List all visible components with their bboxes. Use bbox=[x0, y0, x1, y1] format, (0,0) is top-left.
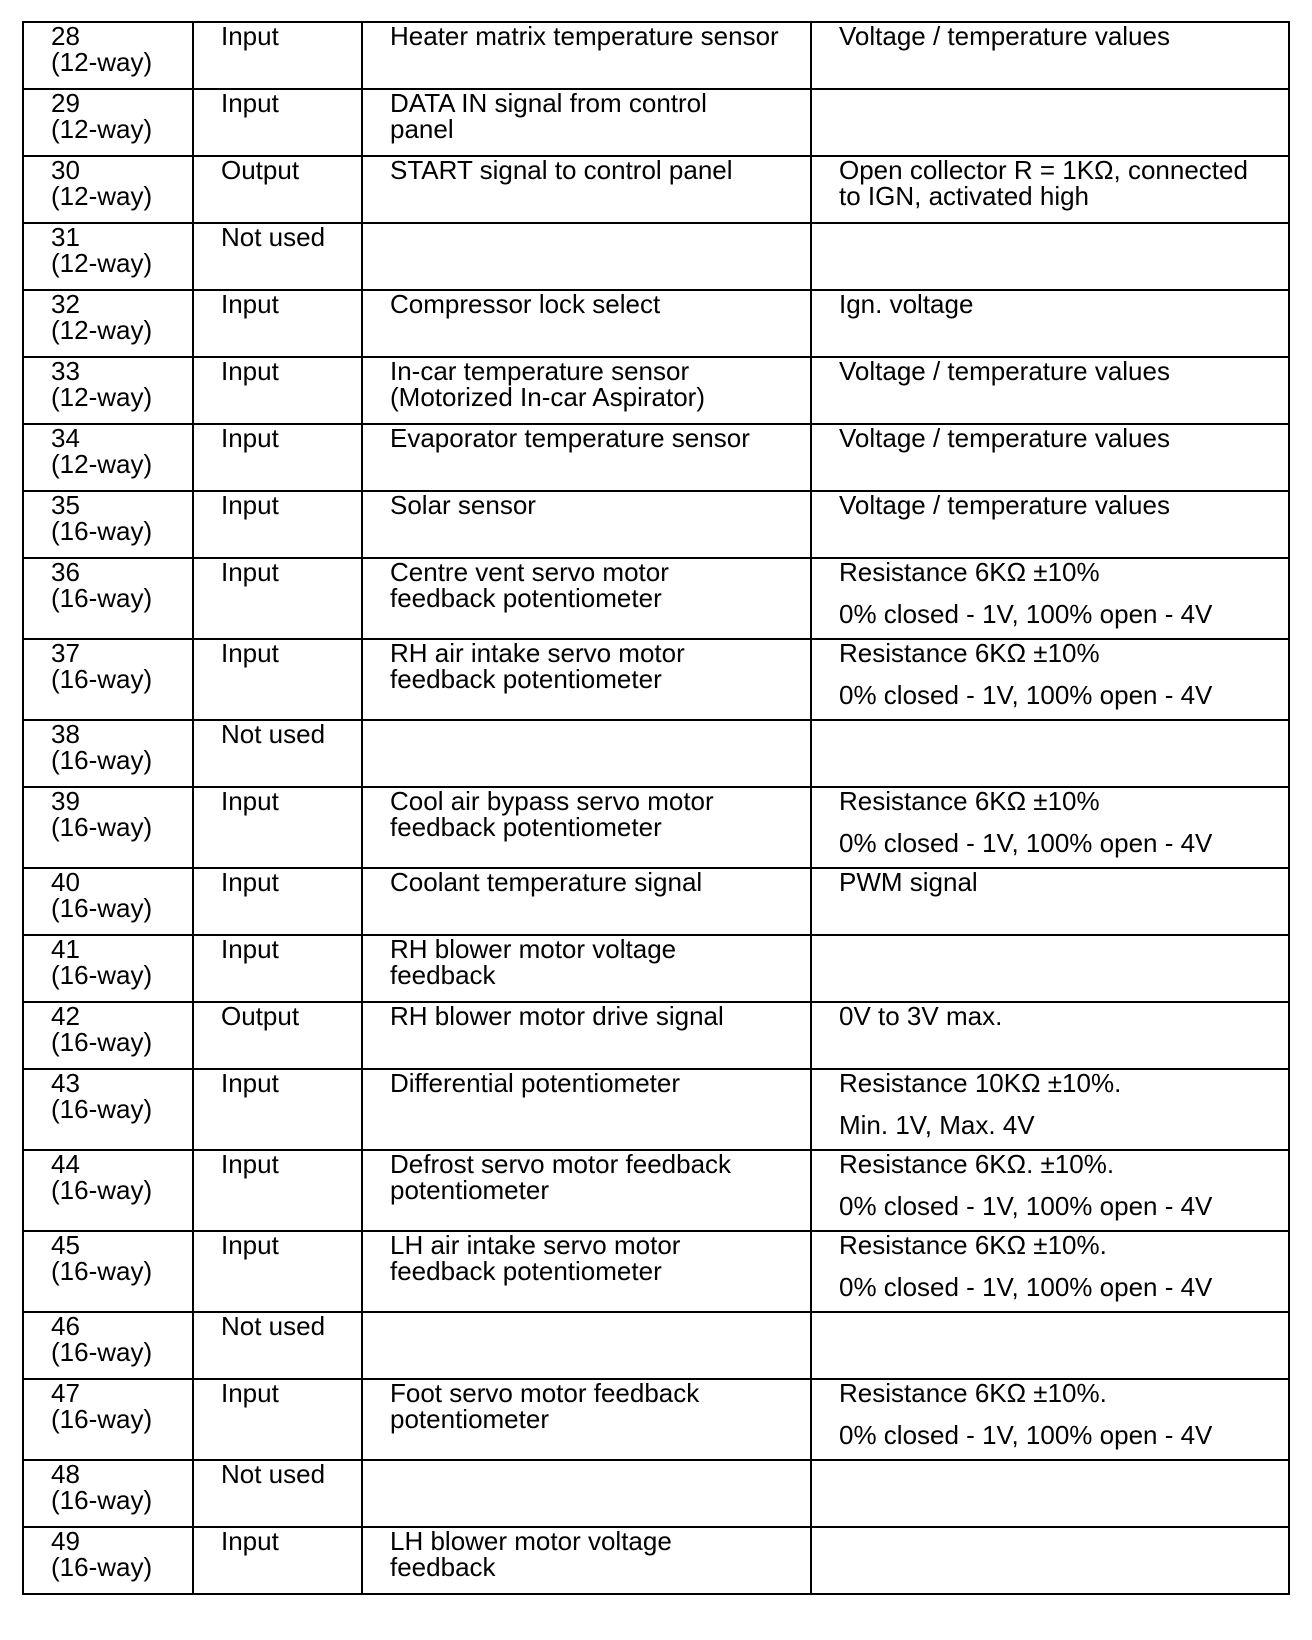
description-line: Centre vent servo motor bbox=[390, 558, 669, 587]
description-line: Defrost servo motor feedback bbox=[390, 1150, 732, 1179]
pin-number: 48 bbox=[51, 1460, 80, 1489]
pin-cell bbox=[23, 156, 193, 223]
description-line: Coolant temperature signal bbox=[390, 868, 703, 897]
table-row bbox=[23, 1312, 1289, 1379]
value-cell bbox=[811, 223, 1289, 290]
table-row bbox=[23, 935, 1289, 1002]
table-row bbox=[23, 290, 1289, 357]
value-line: Voltage / temperature values bbox=[839, 22, 1170, 51]
pin-number: 31 bbox=[51, 223, 80, 252]
description-line: DATA IN signal from control bbox=[390, 89, 707, 118]
description-cell bbox=[362, 720, 811, 787]
pin-number: 43 bbox=[51, 1069, 80, 1098]
table-row bbox=[23, 1150, 1289, 1231]
description-cell bbox=[362, 290, 811, 357]
description-cell bbox=[362, 1069, 811, 1150]
signal-type: Input bbox=[221, 787, 279, 816]
pin-number: 29 bbox=[51, 89, 80, 118]
pin-number: 47 bbox=[51, 1379, 80, 1408]
value-cell bbox=[811, 491, 1289, 558]
signal-type: Input bbox=[221, 424, 279, 453]
pin-cell bbox=[23, 223, 193, 290]
signal-type-cell bbox=[193, 491, 362, 558]
pin-cell bbox=[23, 290, 193, 357]
pin-cell bbox=[23, 558, 193, 639]
value-line: Ign. voltage bbox=[839, 290, 974, 319]
value-cell bbox=[811, 89, 1289, 156]
signal-type-cell bbox=[193, 1312, 362, 1379]
description-cell bbox=[362, 357, 811, 424]
description-cell bbox=[362, 1231, 811, 1312]
pin-number: 44 bbox=[51, 1150, 80, 1179]
description-cell bbox=[362, 935, 811, 1002]
description-cell bbox=[362, 639, 811, 720]
pin-cell bbox=[23, 935, 193, 1002]
value-line: 0% closed - 1V, 100% open - 4V bbox=[839, 828, 1213, 858]
connector-type: (16-way) bbox=[51, 1094, 153, 1124]
description-cell bbox=[362, 868, 811, 935]
value-cell bbox=[811, 720, 1289, 787]
pin-cell bbox=[23, 1527, 193, 1594]
value-cell bbox=[811, 22, 1289, 89]
pin-cell bbox=[23, 1002, 193, 1069]
description-line: Heater matrix temperature sensor bbox=[390, 22, 779, 51]
value-cell bbox=[811, 868, 1289, 935]
pin-number: 40 bbox=[51, 868, 80, 897]
description-line: Foot servo motor feedback bbox=[390, 1379, 700, 1408]
description-line: feedback bbox=[390, 1552, 496, 1582]
table-row bbox=[23, 639, 1289, 720]
value-line: 0% closed - 1V, 100% open - 4V bbox=[839, 1191, 1213, 1221]
value-cell bbox=[811, 935, 1289, 1002]
signal-type-cell bbox=[193, 639, 362, 720]
value-cell bbox=[811, 1002, 1289, 1069]
pin-cell bbox=[23, 1312, 193, 1379]
value-line: Open collector R = 1KΩ, connected bbox=[839, 156, 1248, 185]
signal-type: Output bbox=[221, 1002, 300, 1031]
value-line: Voltage / temperature values bbox=[839, 424, 1170, 453]
pin-cell bbox=[23, 639, 193, 720]
value-line: 0% closed - 1V, 100% open - 4V bbox=[839, 1420, 1213, 1450]
description-cell bbox=[362, 1312, 811, 1379]
connector-type: (12-way) bbox=[51, 181, 153, 211]
value-cell bbox=[811, 424, 1289, 491]
value-cell bbox=[811, 1527, 1289, 1594]
value-line: Resistance 6KΩ ±10% bbox=[839, 787, 1100, 816]
connector-type: (12-way) bbox=[51, 47, 153, 77]
pin-cell bbox=[23, 1460, 193, 1527]
pin-number: 33 bbox=[51, 357, 80, 386]
pin-cell bbox=[23, 22, 193, 89]
description-line: RH blower motor drive signal bbox=[390, 1002, 724, 1031]
description-line: Solar sensor bbox=[390, 491, 536, 520]
connector-type: (16-way) bbox=[51, 1256, 153, 1286]
pin-number: 41 bbox=[51, 935, 80, 964]
value-cell bbox=[811, 156, 1289, 223]
signal-type: Input bbox=[221, 1069, 279, 1098]
pin-number: 30 bbox=[51, 156, 80, 185]
description-cell bbox=[362, 787, 811, 868]
pin-number: 28 bbox=[51, 22, 80, 51]
pin-cell bbox=[23, 89, 193, 156]
signal-type-cell bbox=[193, 22, 362, 89]
connector-type: (16-way) bbox=[51, 1552, 153, 1582]
description-line: feedback potentiometer bbox=[390, 664, 662, 694]
pin-cell bbox=[23, 1379, 193, 1460]
connector-type: (16-way) bbox=[51, 893, 153, 923]
value-line: Resistance 6KΩ ±10%. bbox=[839, 1379, 1107, 1408]
description-line: LH air intake servo motor bbox=[390, 1231, 681, 1260]
signal-type: Input bbox=[221, 558, 279, 587]
table-row bbox=[23, 1527, 1289, 1594]
description-line: feedback potentiometer bbox=[390, 812, 662, 842]
description-line: Differential potentiometer bbox=[390, 1069, 681, 1098]
signal-type: Input bbox=[221, 1527, 279, 1556]
description-cell bbox=[362, 223, 811, 290]
value-cell bbox=[811, 1150, 1289, 1231]
signal-type-cell bbox=[193, 290, 362, 357]
description-line: feedback potentiometer bbox=[390, 1256, 662, 1286]
signal-type-cell bbox=[193, 720, 362, 787]
signal-type: Input bbox=[221, 357, 279, 386]
connector-type: (16-way) bbox=[51, 1175, 153, 1205]
value-cell bbox=[811, 290, 1289, 357]
description-line: RH air intake servo motor bbox=[390, 639, 685, 668]
value-cell bbox=[811, 1460, 1289, 1527]
description-line: RH blower motor voltage bbox=[390, 935, 677, 964]
pin-number: 46 bbox=[51, 1312, 80, 1341]
description-cell bbox=[362, 1379, 811, 1460]
connector-type: (16-way) bbox=[51, 516, 153, 546]
value-cell bbox=[811, 1312, 1289, 1379]
pin-number: 45 bbox=[51, 1231, 80, 1260]
pin-number: 49 bbox=[51, 1527, 80, 1556]
description-cell bbox=[362, 1460, 811, 1527]
signal-type-cell bbox=[193, 89, 362, 156]
signal-type: Input bbox=[221, 868, 279, 897]
connector-type: (16-way) bbox=[51, 1027, 153, 1057]
signal-type: Input bbox=[221, 491, 279, 520]
table-row bbox=[23, 1069, 1289, 1150]
value-line: Resistance 6KΩ ±10% bbox=[839, 639, 1100, 668]
signal-type-cell bbox=[193, 1231, 362, 1312]
pin-number: 38 bbox=[51, 720, 80, 749]
signal-type: Input bbox=[221, 1379, 279, 1408]
value-cell bbox=[811, 639, 1289, 720]
connector-type: (16-way) bbox=[51, 960, 153, 990]
description-cell bbox=[362, 22, 811, 89]
table-row bbox=[23, 1460, 1289, 1527]
table-row bbox=[23, 1379, 1289, 1460]
pin-cell bbox=[23, 720, 193, 787]
signal-type-cell bbox=[193, 1002, 362, 1069]
pin-cell bbox=[23, 1231, 193, 1312]
value-line: 0% closed - 1V, 100% open - 4V bbox=[839, 680, 1213, 710]
connector-type: (12-way) bbox=[51, 449, 153, 479]
value-line: Resistance 6KΩ. ±10%. bbox=[839, 1150, 1115, 1179]
signal-type: Input bbox=[221, 1231, 279, 1260]
connector-type: (12-way) bbox=[51, 114, 153, 144]
signal-type: Input bbox=[221, 22, 279, 51]
signal-type: Not used bbox=[221, 720, 326, 749]
value-line: 0% closed - 1V, 100% open - 4V bbox=[839, 599, 1213, 629]
signal-type-cell bbox=[193, 868, 362, 935]
connector-type: (16-way) bbox=[51, 583, 153, 613]
value-line: to IGN, activated high bbox=[839, 181, 1090, 211]
connector-type: (12-way) bbox=[51, 382, 153, 412]
description-cell bbox=[362, 424, 811, 491]
description-cell bbox=[362, 558, 811, 639]
signal-type-cell bbox=[193, 558, 362, 639]
value-cell bbox=[811, 787, 1289, 868]
pin-number: 42 bbox=[51, 1002, 80, 1031]
table-row bbox=[23, 424, 1289, 491]
description-cell bbox=[362, 156, 811, 223]
pin-number: 32 bbox=[51, 290, 80, 319]
value-cell bbox=[811, 1379, 1289, 1460]
pin-cell bbox=[23, 1069, 193, 1150]
table-row bbox=[23, 89, 1289, 156]
table-row bbox=[23, 223, 1289, 290]
description-line: Compressor lock select bbox=[390, 290, 661, 319]
signal-type-cell bbox=[193, 156, 362, 223]
value-line: Resistance 6KΩ ±10% bbox=[839, 558, 1100, 587]
pin-cell bbox=[23, 1150, 193, 1231]
table-row bbox=[23, 357, 1289, 424]
table-row bbox=[23, 22, 1289, 89]
signal-type-cell bbox=[193, 357, 362, 424]
signal-type: Input bbox=[221, 1150, 279, 1179]
description-line: potentiometer bbox=[390, 1175, 549, 1205]
signal-type: Input bbox=[221, 935, 279, 964]
pin-number: 39 bbox=[51, 787, 80, 816]
signal-type: Input bbox=[221, 290, 279, 319]
signal-type-cell bbox=[193, 223, 362, 290]
description-cell bbox=[362, 491, 811, 558]
connector-type: (16-way) bbox=[51, 812, 153, 842]
value-cell bbox=[811, 1231, 1289, 1312]
description-line: In-car temperature sensor bbox=[390, 357, 690, 386]
signal-type-cell bbox=[193, 1379, 362, 1460]
connector-type: (12-way) bbox=[51, 315, 153, 345]
table-row bbox=[23, 156, 1289, 223]
pin-table bbox=[22, 21, 1290, 1595]
description-line: Evaporator temperature sensor bbox=[390, 424, 750, 453]
value-line: Voltage / temperature values bbox=[839, 357, 1170, 386]
signal-type-cell bbox=[193, 1150, 362, 1231]
description-cell bbox=[362, 1527, 811, 1594]
table-row bbox=[23, 787, 1289, 868]
pin-number: 35 bbox=[51, 491, 80, 520]
signal-type: Not used bbox=[221, 223, 326, 252]
signal-type: Output bbox=[221, 156, 300, 185]
value-line: PWM signal bbox=[839, 868, 978, 897]
table-row bbox=[23, 1231, 1289, 1312]
value-line: 0V to 3V max. bbox=[839, 1002, 1003, 1031]
signal-type: Not used bbox=[221, 1312, 326, 1341]
pin-number: 36 bbox=[51, 558, 80, 587]
connector-type: (16-way) bbox=[51, 664, 153, 694]
signal-type-cell bbox=[193, 787, 362, 868]
value-line: Resistance 10KΩ ±10%. bbox=[839, 1069, 1122, 1098]
description-line: potentiometer bbox=[390, 1404, 549, 1434]
pin-table-body bbox=[23, 22, 1289, 1594]
description-cell bbox=[362, 89, 811, 156]
pin-cell bbox=[23, 424, 193, 491]
value-line: Min. 1V, Max. 4V bbox=[839, 1110, 1035, 1140]
value-line: Voltage / temperature values bbox=[839, 491, 1170, 520]
description-line: feedback bbox=[390, 960, 496, 990]
signal-type: Not used bbox=[221, 1460, 326, 1489]
description-line: feedback potentiometer bbox=[390, 583, 662, 613]
table-row bbox=[23, 720, 1289, 787]
description-cell bbox=[362, 1150, 811, 1231]
connector-type: (16-way) bbox=[51, 1485, 153, 1515]
value-cell bbox=[811, 1069, 1289, 1150]
pin-number: 37 bbox=[51, 639, 80, 668]
connector-type: (16-way) bbox=[51, 1404, 153, 1434]
description-line: panel bbox=[390, 114, 454, 144]
pin-cell bbox=[23, 491, 193, 558]
pin-cell bbox=[23, 868, 193, 935]
signal-type-cell bbox=[193, 1460, 362, 1527]
table-row bbox=[23, 868, 1289, 935]
description-line: START signal to control panel bbox=[390, 156, 733, 185]
table-row bbox=[23, 491, 1289, 558]
pin-cell bbox=[23, 787, 193, 868]
description-line: LH blower motor voltage bbox=[390, 1527, 672, 1556]
description-line: (Motorized In-car Aspirator) bbox=[390, 382, 705, 412]
signal-type: Input bbox=[221, 639, 279, 668]
signal-type: Input bbox=[221, 89, 279, 118]
description-line: Cool air bypass servo motor bbox=[390, 787, 714, 816]
value-cell bbox=[811, 558, 1289, 639]
pin-number: 34 bbox=[51, 424, 80, 453]
signal-type-cell bbox=[193, 424, 362, 491]
table-row bbox=[23, 558, 1289, 639]
connector-type: (16-way) bbox=[51, 1337, 153, 1367]
signal-type-cell bbox=[193, 935, 362, 1002]
description-cell bbox=[362, 1002, 811, 1069]
connector-type: (16-way) bbox=[51, 745, 153, 775]
value-cell bbox=[811, 357, 1289, 424]
connector-type: (12-way) bbox=[51, 248, 153, 278]
signal-type-cell bbox=[193, 1069, 362, 1150]
table-row bbox=[23, 1002, 1289, 1069]
pin-cell bbox=[23, 357, 193, 424]
value-line: Resistance 6KΩ ±10%. bbox=[839, 1231, 1107, 1260]
value-line: 0% closed - 1V, 100% open - 4V bbox=[839, 1272, 1213, 1302]
signal-type-cell bbox=[193, 1527, 362, 1594]
